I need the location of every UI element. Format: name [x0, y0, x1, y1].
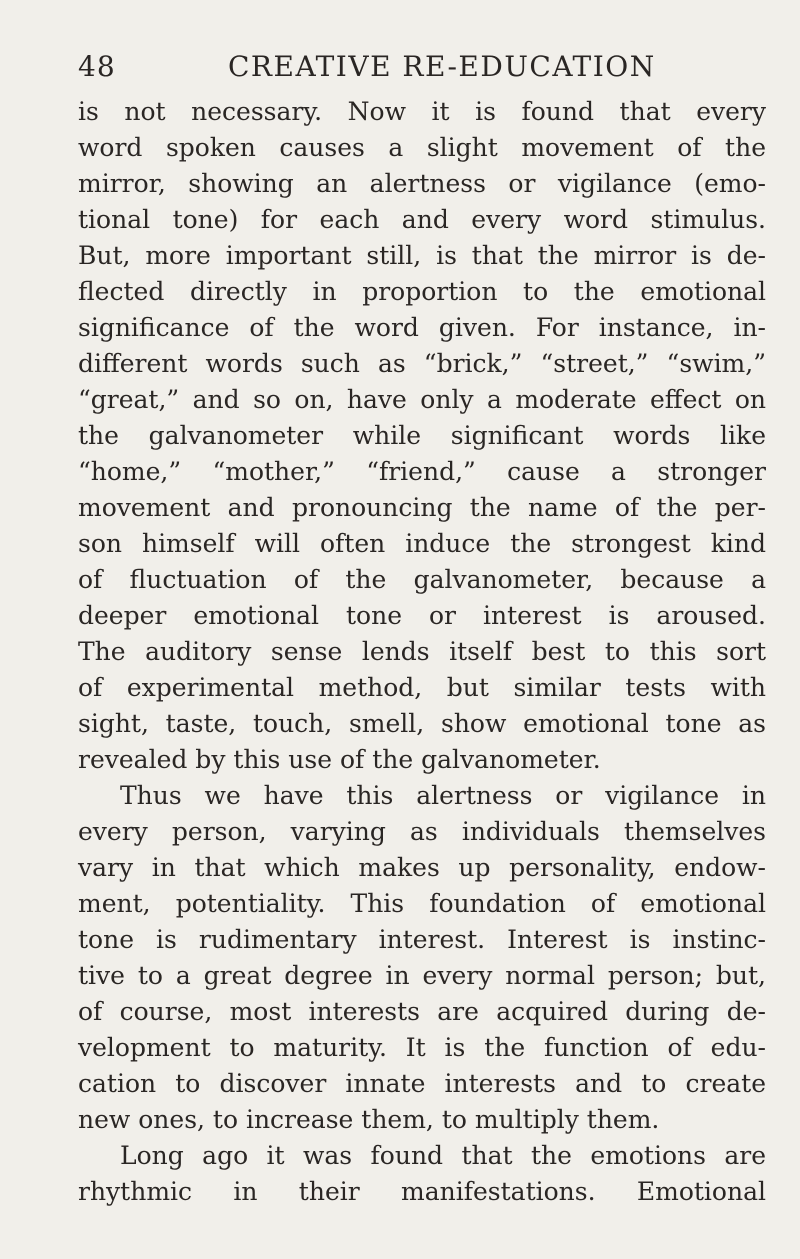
text-line: revealed by this use of the galvanometer. — [78, 745, 601, 774]
text-line: velopment to maturity. It is the function of edu- — [78, 1033, 766, 1062]
text-line: “great,” and so on, have only a moderate effect on — [78, 385, 766, 414]
text-line: of experimental method, but similar tests with — [78, 673, 766, 702]
text-line: is not necessary. Now it is found that every — [78, 97, 766, 126]
text-line: cation to discover innate interests and to create — [78, 1069, 766, 1098]
text-line: flected directly in proportion to the emotional — [78, 277, 766, 306]
text-line: word spoken causes a slight movement of the — [78, 133, 766, 162]
text-line: of fluctuation of the galvanometer, because a — [78, 565, 766, 594]
text-line: ment, potentiality. This foundation of emotional — [78, 889, 766, 918]
page-number: 48 — [78, 50, 116, 83]
text-line: tone is rudimentary interest. Interest is instinc- — [78, 925, 766, 954]
text-line: tive to a great degree in every normal person; but, — [78, 961, 766, 990]
text-line: son himself will often induce the strongest kind — [78, 529, 766, 558]
body-text — [78, 94, 766, 1210]
running-head: CREATIVE RE-EDUCATION — [228, 50, 656, 83]
text-line: new ones, to increase them, to multiply them. — [78, 1105, 660, 1134]
text-line: Long ago it was found that the emotions are — [120, 1141, 766, 1170]
text-line: movement and pronouncing the name of the per- — [78, 493, 766, 522]
text-line: deeper emotional tone or interest is aroused. — [78, 601, 766, 630]
text-line: “home,” “mother,” “friend,” cause a stronger — [78, 457, 766, 486]
text-line: of course, most interests are acquired during de- — [78, 997, 766, 1026]
text-line: mirror, showing an alertness or vigilance (emo- — [78, 169, 766, 198]
text-line: the galvanometer while significant words like — [78, 421, 766, 450]
text-line: tional tone) for each and every word stimulus. — [78, 205, 766, 234]
text-line: significance of the word given. For instance, in- — [78, 313, 766, 342]
text-line: Thus we have this alertness or vigilance in — [120, 781, 766, 810]
page-header — [78, 50, 758, 90]
text-line: But, more important still, is that the mirror is de- — [78, 241, 766, 270]
text-line: rhythmic in their manifestations. Emotional — [78, 1177, 766, 1206]
text-line: sight, taste, touch, smell, show emotional tone as — [78, 709, 766, 738]
text-line: The auditory sense lends itself best to this sort — [78, 637, 766, 666]
text-line: different words such as “brick,” “street,” “swim,” — [78, 349, 766, 378]
text-line: vary in that which makes up personality, endow- — [78, 853, 766, 882]
text-line: every person, varying as individuals themselves — [78, 817, 766, 846]
